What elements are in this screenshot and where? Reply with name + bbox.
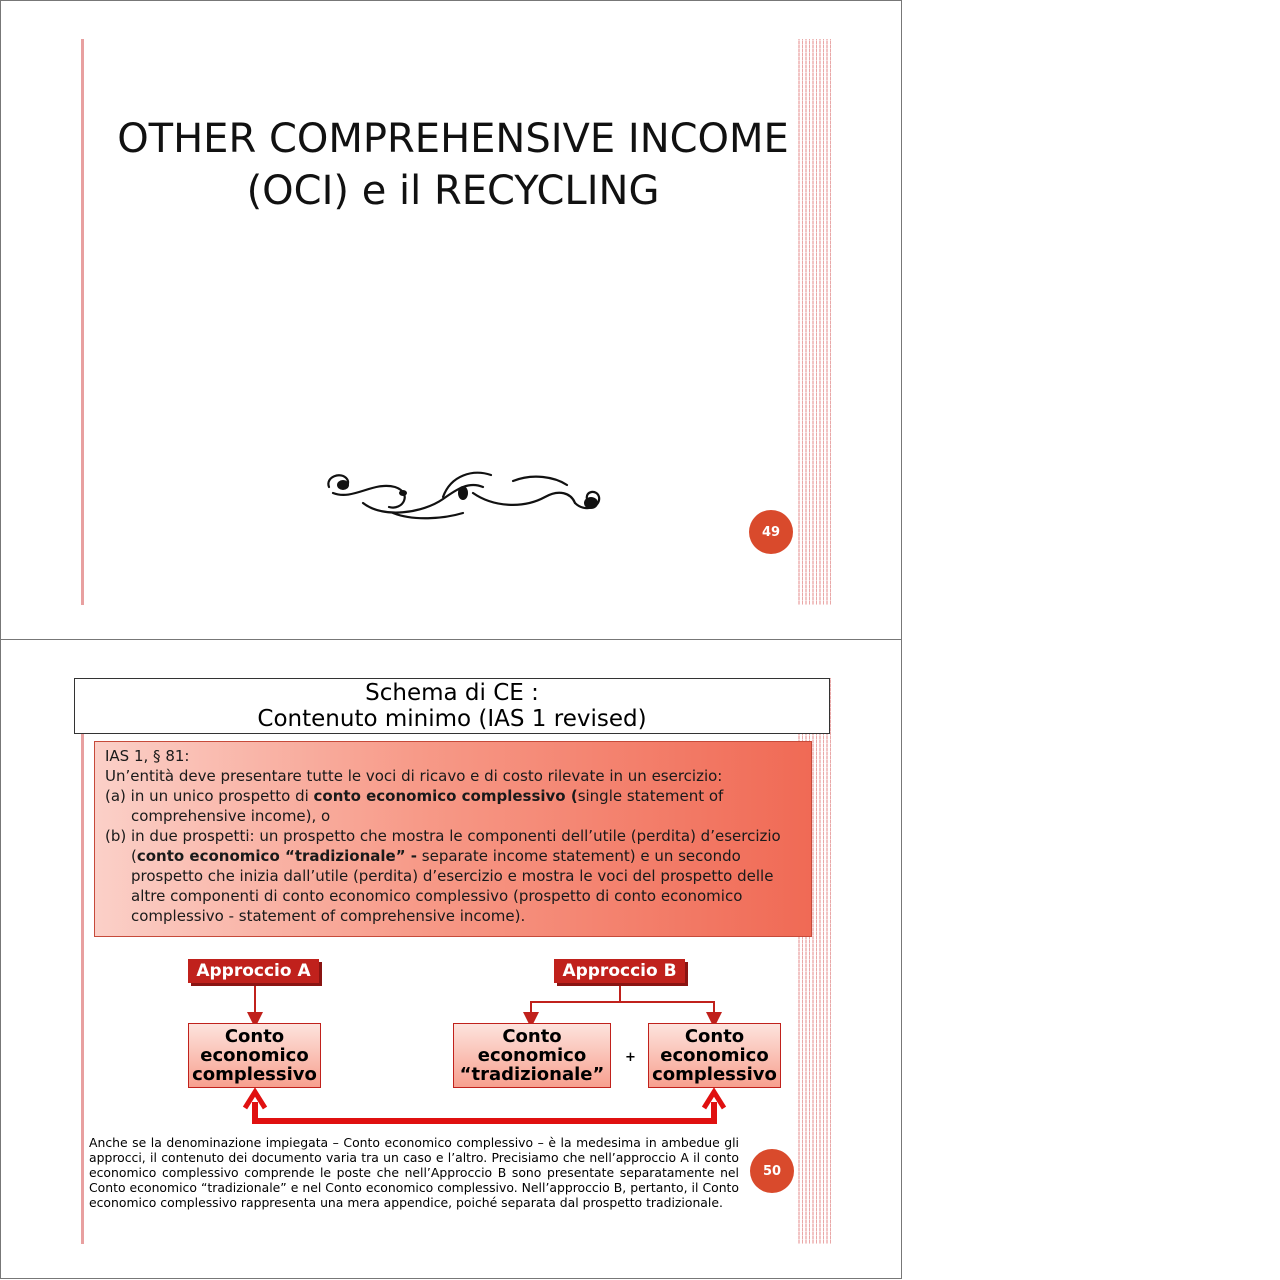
ias-reference: IAS 1, § 81:	[105, 747, 190, 765]
title-line-1: Schema di CE :	[365, 680, 539, 706]
ias-option-b: (b) in due prospetti: un prospetto che mostra le componenti dell’utile (perdita) d’esercizio (conto economico “tradizionale” - separate income statement) e un secondo prospetto che inizia dall’utile (perdita) d’esercizio e mostra le voci del prospetto delle altre componenti di conto economico complessivo (prospetto di conto economico complessivo - statement of comprehensive income).	[105, 827, 781, 925]
box-conto-complessivo-b: Conto economico complessivo	[648, 1023, 781, 1088]
box-conto-tradizionale-b: Conto economico “tradizionale”	[453, 1023, 611, 1088]
approach-a-label: Approccio A	[188, 959, 319, 983]
title-line-2: (OCI) e il RECYCLING	[246, 168, 660, 214]
title-line-1: OTHER COMPREHENSIVE INCOME	[117, 116, 789, 162]
page-number-badge: 49	[749, 510, 793, 554]
arrow-b-left	[531, 983, 620, 1020]
ias-intro: Un’entità deve presentare tutte le voci di ricavo e di costo rilevate in un esercizio:	[105, 767, 723, 785]
page-number-badge: 50	[750, 1149, 794, 1193]
arrow-b-right	[620, 1002, 714, 1020]
slide-title	[83, 113, 823, 217]
slide-49	[0, 0, 902, 640]
plus-sign: +	[625, 1050, 636, 1065]
flourish-ornament-icon	[323, 463, 605, 525]
ias-option-a: (a) in un unico prospetto di conto economico complessivo (single statement of comprehensive income), o	[105, 787, 724, 825]
double-arrow-link	[255, 1102, 714, 1121]
footer-note: Anche se la denominazione impiegata – Conto economico complessivo – è la medesima in ambedue gli approcci, il contenuto dei documento varia tra un caso e l’altro. Precisiamo che nell’approccio A il conto economico complessivo comprende le poste che nell’Approccio B sono presentate separatamente nel Conto economico “tradizionale” e nel Conto economico complessivo. Nell’approccio B, pertanto, il Conto economico complessivo rappresenta una mera appendice, poiché separata dal prospetto tradizionale.	[89, 1135, 739, 1210]
title-line-2: Contenuto minimo (IAS 1 revised)	[257, 706, 647, 732]
slide-50	[0, 639, 902, 1279]
approach-b-label: Approccio B	[554, 959, 685, 983]
box-conto-complessivo-a: Conto economico complessivo	[188, 1023, 321, 1088]
